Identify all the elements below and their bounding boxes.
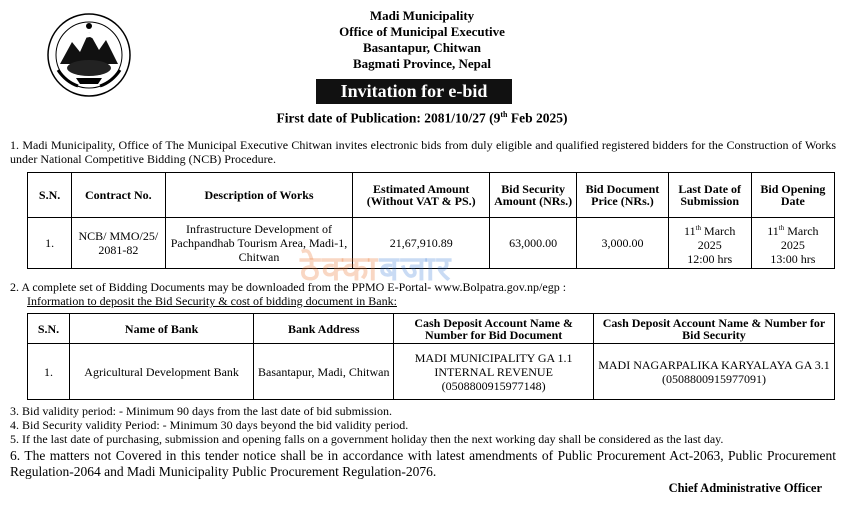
works-table-header [28,173,835,218]
cell-opening-date: 11th March 2025 13:00 hrs [751,218,834,269]
bank-table [27,313,835,400]
cell-doc-account: MADI MUNICIPALITY GA 1.1 INTERNAL REVENUE (0508800915977148) [394,344,594,400]
col-bank-address: Bank Address [254,314,394,344]
header-line-2: Office of Municipal Executive [339,24,505,39]
paragraph-1: 1. Madi Municipality, Office of The Municipal Executive Chitwan invites electronic bids from duly eligible and qualified registered bidders for the Construction of Works under National Competitive Bidding (NCB) Procedure. [10,138,836,166]
cell-last-date: 11th March 2025 12:00 hrs [668,218,751,269]
paragraph-2-bank-info: Information to deposit the Bid Security & cost of bidding document in Bank: [27,294,397,308]
note-5: 5. If the last date of purchasing, submission and opening falls on a government holiday then the next working day shall be considered as the last day. [10,432,724,446]
col-bank-name: Name of Bank [70,314,254,344]
col-contract-no: Contract No. [72,173,165,218]
cell-estimate: 21,67,910.89 [353,218,490,269]
cell-description: Infrastructure Development of Pachpandhab Tourism Area, Madi-1, Chitwan [165,218,353,269]
publication-date: First date of Publication: 2081/10/27 (9th Feb 2025) [276,110,568,126]
header-line-1: Madi Municipality [369,8,475,23]
col-sn: S.N. [28,173,72,218]
bank-table-header [28,314,835,344]
watermark-logo: ठेक्काबजार [300,249,453,289]
cell-address: Basantapur, Madi, Chitwan [254,344,394,400]
cell-sn: 1. [28,344,70,400]
col-doc-price: Bid Document Price (NRs.) [577,173,668,218]
col-estimated-amount: Estimated Amount (Without VAT & PS.) [353,173,490,218]
cell-doc-price: 3,000.00 [577,218,668,269]
cell-sn: 1. [28,218,72,269]
header-line-3: Basantapur, Chitwan [362,40,481,55]
signature: Chief Administrative Officer [668,481,822,495]
invitation-banner: Invitation for e-bid [316,79,512,104]
cell-security: 63,000.00 [489,218,576,269]
header-line-4: Bagmati Province, Nepal [352,56,492,71]
col-opening-date: Bid Opening Date [751,173,834,218]
col-bid-security: Bid Security Amount (NRs.) [489,173,576,218]
cell-contract: NCB/ MMO/25/ 2081-82 [72,218,165,269]
cell-security-account: MADI NAGARPALIKA KARYALAYA GA 3.1 (0508800915977091) [593,344,834,400]
note-3: 3. Bid validity period: - Minimum 90 days from the last date of bid submission. [10,404,392,418]
note-6: 6. The matters not Covered in this tender notice shall be in accordance with latest amendments of Public Procurement Act-2063, Public Procurement Regulation-2064 and Madi Municipality Public Procurement Regulation-2076. [10,448,836,479]
col-sn: S.N. [28,314,70,344]
cell-bank: Agricultural Development Bank [70,344,254,400]
col-doc-account: Cash Deposit Account Name & Number for Bid Document [394,314,594,344]
table-row [28,344,835,400]
note-4: 4. Bid Security validity Period: - Minimum 30 days beyond the bid validity period. [10,418,409,432]
paragraph-2: 2. A complete set of Bidding Documents may be downloaded from the PPMO E-Portal- www.Bolpatra.gov.np/egp : [10,280,567,294]
col-last-date: Last Date of Submission [668,173,751,218]
col-security-account: Cash Deposit Account Name & Number for Bid Security [593,314,834,344]
col-description: Description of Works [165,173,353,218]
